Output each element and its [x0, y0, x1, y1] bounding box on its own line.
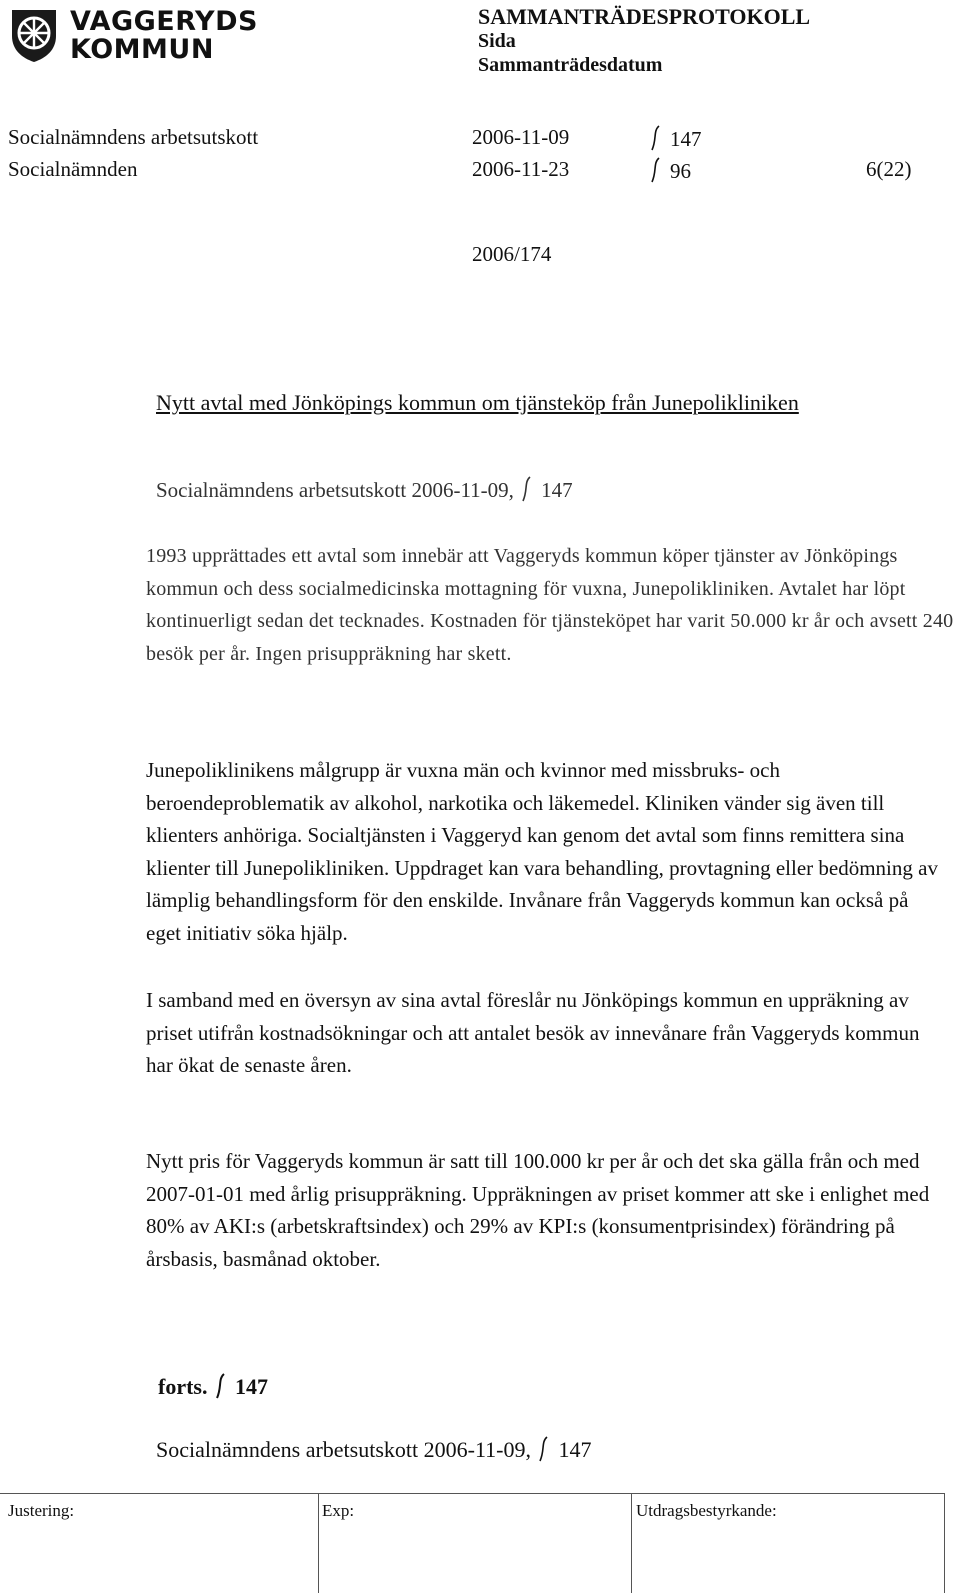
meeting-paragraph-2: 96 [648, 157, 691, 184]
paragraph-background: 1993 upprättades ett avtal som innebär att Vaggeryds kommun köper tjänster av Jönköpings kommun och dess socialmedicinska mottagning för vuxna, Junepolikliniken. Avtalet har löpt kontinuerligt sedan det tecknades. Kostnaden för tjänsteköpet har varit 50.000 kr år och avsett 240 besök per år. Ingen prisuppräkning har skett. [146, 545, 954, 665]
section-sign-icon [519, 476, 533, 500]
paragraph-target-group: Junepoliklinikens målgrupp är vuxna män och kvinnor med missbruks- och beroendeproblematik av alkohol, narkotika och läkemedel. Kliniken vänder sig även till klienters anhöriga. Socialtjänsten i Vaggeryd kan genom det avtal som finns remittera sina klienter till Junepolikliniken. Uppdraget kan vara behandling, provtagning eller bedömning av lämplig behandlingsform för den enskilde. Invånare från Vaggeryds kommun kan också på eget initiativ söka hjälp. [146, 758, 938, 945]
coat-of-arms-icon [8, 6, 60, 64]
footer-cell-exp [319, 1494, 632, 1593]
meeting-date-1: 2006-11-09 [472, 125, 570, 149]
paragraph-review: I samband med en översyn av sina avtal föreslår nu Jönköpings kommun en uppräkning av priset utifrån kostnadsökningar och att antalet besök av innevånare från Vaggeryds kommun har ökat de senaste åren. [146, 988, 920, 1077]
footer-exp-label: Exp: [322, 1501, 355, 1520]
continuation-reference: Socialnämndens arbetsutskott 2006-11-09, 147 [156, 1437, 592, 1462]
continuation-label: forts. 147 [158, 1374, 268, 1399]
page-label: Sida [478, 30, 516, 52]
meeting-date-label: Sammanträdesdatum [478, 54, 663, 76]
footer-utdrag-label: Utdragsbestyrkande: [636, 1501, 777, 1520]
footer-justering-label: Justering: [8, 1501, 75, 1520]
section-sign-icon [648, 157, 662, 181]
page-number: 6(22) [866, 157, 912, 181]
section-sign-icon [536, 1436, 550, 1460]
section-sign-icon [213, 1373, 227, 1397]
case-number: 2006/174 [472, 242, 552, 266]
reference-line: Socialnämndens arbetsutskott 2006-11-09, 147 [156, 478, 573, 502]
meeting-body-2: Socialnämnden [8, 157, 138, 181]
municipality-logo [8, 6, 258, 68]
meeting-date-2: 2006-11-23 [472, 157, 570, 181]
meeting-body-1: Socialnämndens arbetsutskott [8, 125, 259, 149]
logo-wordmark: VAGGERYDS KOMMUN [70, 6, 258, 65]
protocol-title: SAMMANTRÄDESPROTOKOLL [478, 4, 811, 29]
section-sign-icon [648, 125, 662, 149]
meeting-paragraph-1: 147 [648, 125, 702, 152]
document-title: Nytt avtal med Jönköpings kommun om tjänsteköp från Junepolikliniken [156, 390, 799, 415]
paragraph-new-price: Nytt pris för Vaggeryds kommun är satt till 100.000 kr per år och det ska gälla från och med 2007-01-01 med årlig prisuppräkning. Uppräkningen av priset kommer att ske i enlighet med 80% av AKI:s (arbetskraftsindex) och 29% av KPI:s (konsumentprisindex) förändring på årsbasis, basmånad oktober. [146, 1149, 930, 1271]
